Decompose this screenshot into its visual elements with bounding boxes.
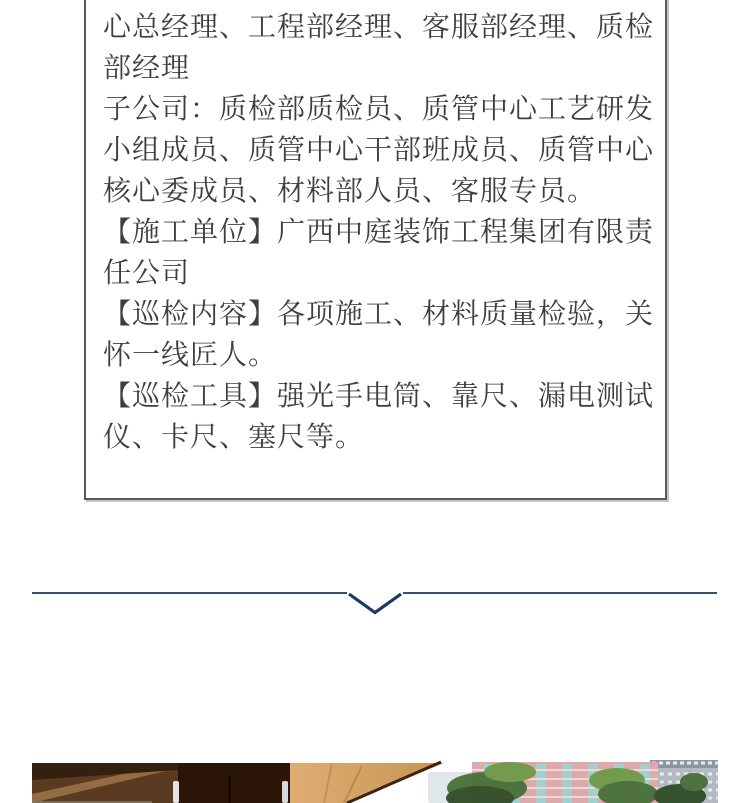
section-divider — [0, 585, 750, 620]
text-line: 【施工单位】广西中庭装饰工程集团有限责 — [103, 216, 655, 247]
article-photo — [32, 758, 718, 803]
text-line: 部经理 — [103, 52, 191, 83]
chevron-down-icon — [349, 594, 401, 613]
text-line: 仪、卡尺、塞尺等。 — [103, 421, 365, 452]
text-line: 任公司 — [103, 257, 191, 288]
text-line: 【巡检工具】强光手电筒、靠尺、漏电测试 — [103, 380, 655, 411]
project-info-text — [86, 0, 665, 457]
text-line: 核心委成员、材料部人员、客服专员。 — [103, 175, 597, 206]
text-line: 小组成员、质管中心干部班成员、质管中心 — [103, 134, 655, 165]
divider-graphic — [0, 585, 750, 620]
text-line: 【巡检内容】各项施工、材料质量检验，关 — [103, 298, 655, 329]
text-line: 怀一线匠人。 — [103, 339, 278, 370]
text-line: 子公司：质检部质检员、质管中心工艺研发 — [103, 93, 655, 124]
article-photo-graphic — [32, 758, 718, 803]
text-line: 心总经理、工程部经理、客服部经理、质检 — [103, 11, 655, 42]
project-info-box — [84, 0, 667, 500]
